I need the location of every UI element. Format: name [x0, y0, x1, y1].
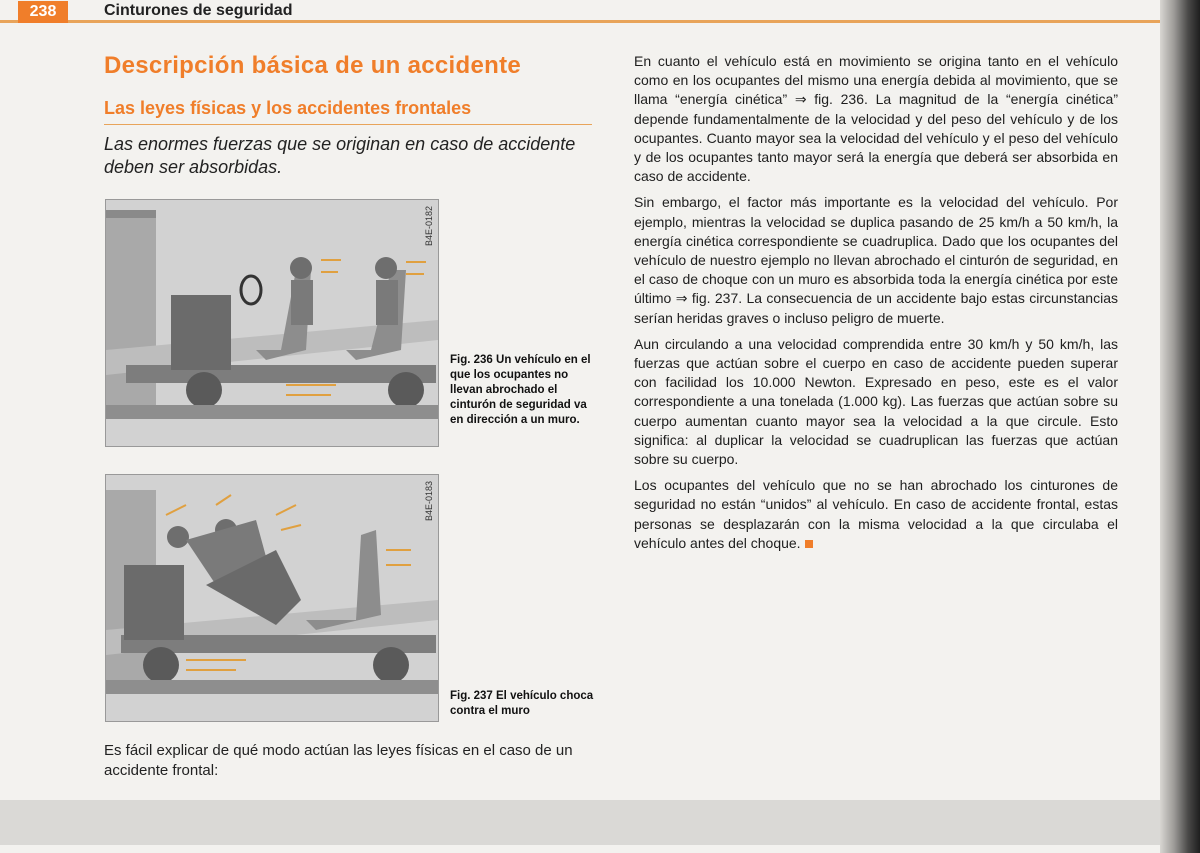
header-rule	[0, 20, 1165, 23]
running-head: Cinturones de seguridad	[104, 2, 293, 19]
end-of-section-icon	[805, 540, 813, 548]
page-number: 238	[18, 1, 68, 23]
paragraph: Sin embargo, el factor más importante es la velocidad del vehículo. Por ejemplo, mientras la velocidad se duplica pasando de 25 km/h a 50 km/h, la energía cinética correspondiente se cuadruplica. Dado que los ocupantes del vehículo de nuestro ejemplo no llevan abrochado el cinturón de seguridad, en el caso de choque con un muro es absorbida toda la energía cinética por este último ⇒ fig. 237. La consecuencia de un accidente bajo estas circunstancias serían heridas graves o incluso peligro de muerte.	[634, 194, 1118, 326]
section-title: Descripción básica de un accidente	[104, 52, 522, 79]
paragraph: Aun circulando a una velocidad comprendida entre 30 km/h y 50 km/h, las fuerzas que actúan sobre el cuerpo en caso de accidente pueden superar con facilidad los 10.000 Newton. Expresado en peso, este es el valor correspondiente a una tonelada (1.000 kg). Las fuerzas que actúan sobre su cuerpo aumentan cuanto mayor sea la velocidad a la que circule. Esto significa: al duplicar la velocidad se cuadruplican las fuerzas que actúan sobre su cuerpo.	[634, 335, 1118, 468]
figure-236-illustration	[105, 199, 439, 447]
figure-code: B4E-0182	[424, 206, 434, 247]
figure-236-caption: Fig. 236 Un vehículo en el que los ocupantes no llevan abrochado el cinturón de seguridad va en dirección a un muro.	[450, 354, 591, 426]
subsection-title: Las leyes físicas y los accidentes frontales	[104, 98, 472, 118]
book-spine-shadow	[1160, 0, 1200, 853]
paragraph: En cuanto el vehículo está en movimiento se origina tanto en el vehículo como en los ocupantes del mismo una energía debida al movimiento, que se llama “energía cinética” ⇒ fig. 236. La magnitud de la “energía cinética” depende fundamentalmente de la velocidad y del peso del vehículo y de los ocupantes. Cuanto mayor sea la velocidad del vehículo y el peso del vehículo y de los ocupantes tanto mayor será la energía que deberá ser absorbida en caso de accidente.	[634, 53, 1118, 185]
lead-text: Las enormes fuerzas que se originan en caso de accidente deben ser absorbidas.	[104, 134, 576, 177]
intro-paragraph: Es fácil explicar de qué modo actúan las leyes físicas en el caso de un accidente frontal:	[104, 742, 573, 779]
paragraph-text: Los ocupantes del vehículo que no se han abrochado los cinturones de seguridad no están “unidos” al vehículo. En caso de accidente frontal, estas personas se desplazarán con la misma velocidad a la que circulaba el vehículo antes del choque.	[634, 477, 1118, 551]
right-column	[634, 52, 1118, 560]
paragraph	[634, 476, 1118, 553]
figure-237-caption: Fig. 237 El vehículo choca contra el muro	[450, 690, 594, 717]
subsection-rule	[104, 124, 592, 125]
figure-code: B4E-0183	[424, 481, 434, 522]
footer-strip	[0, 800, 1165, 845]
figure-237-illustration	[105, 474, 439, 722]
